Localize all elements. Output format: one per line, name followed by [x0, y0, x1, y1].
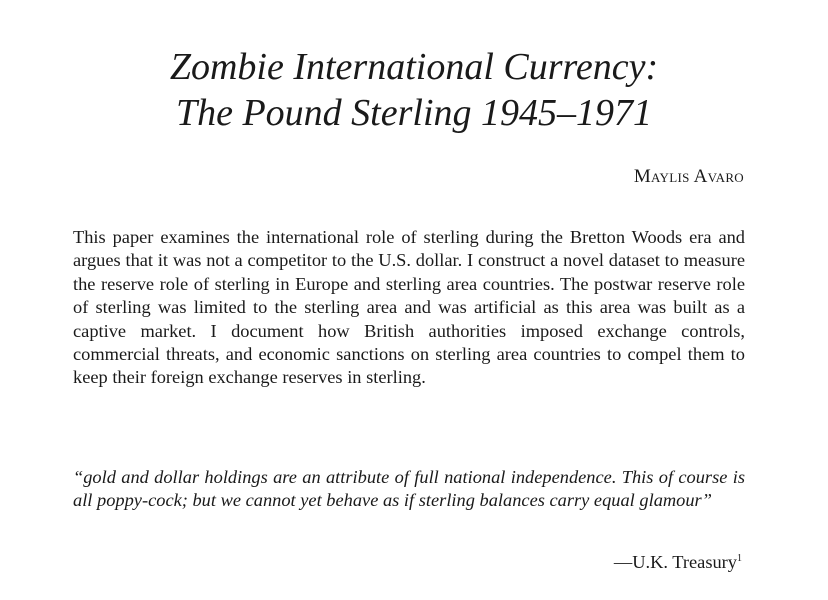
- abstract-text: This paper examines the international role of sterling during the Bretton Woods era and argues that it was not a competitor to the U.S. dollar. I construct a novel dataset to measure the reserve role of sterling in Europe and sterling area countries. The postwar reserve role of sterling was limited to the sterling area and was artificial as this area was built as a captive market. I document how British authorities imposed exchange controls, commercial threats, and economic sanctions on sterling area countries to compel them to keep their foreign exchange reserves in sterling.: [73, 227, 745, 388]
- epigraph-quote: “gold and dollar holdings are an attribute of full national independence. This of course is all poppy-cock; but we cannot yet behave as if sterling balances carry equal glamour”: [73, 467, 745, 511]
- author-name: Maylis Avaro: [633, 166, 744, 187]
- title-line-1: Zombie International Currency:: [169, 46, 659, 88]
- title-line-2: The Pound Sterling 1945–1971: [175, 92, 653, 134]
- epigraph-attribution: [614, 551, 742, 574]
- footnote-marker[interactable]: 1: [737, 552, 742, 564]
- paper-title: [0, 44, 828, 136]
- attribution-source: —U.K. Treasury: [613, 552, 737, 572]
